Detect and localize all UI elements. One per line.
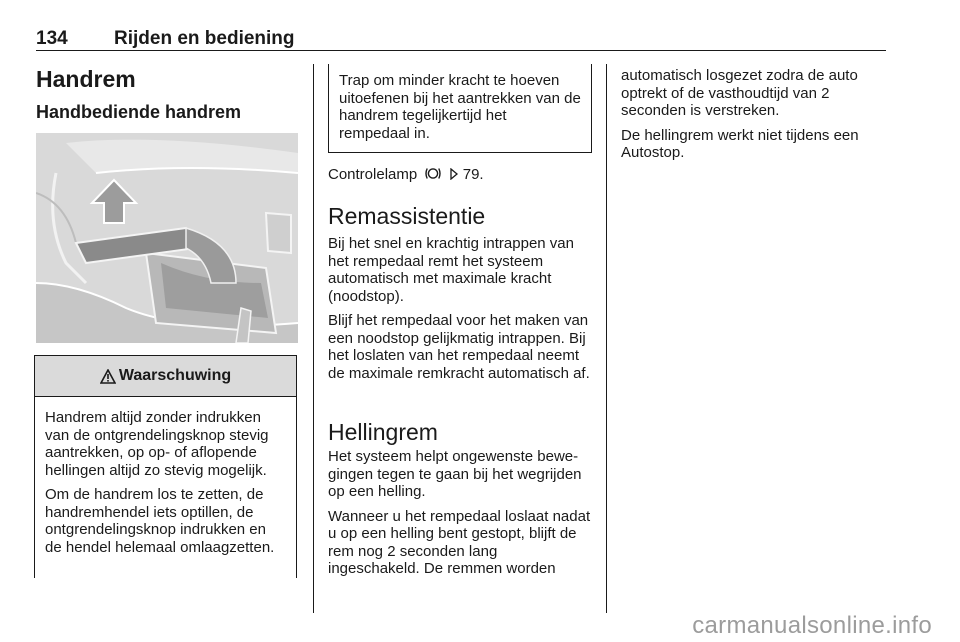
control-lamp-page: 79. [462, 166, 484, 183]
column-divider-1 [313, 64, 314, 613]
watermark: carmanualsonline.info [692, 612, 932, 639]
hellingrem-text [328, 448, 593, 585]
header-divider [36, 50, 886, 51]
section-title-remassistentie: Remassistentie [328, 203, 486, 229]
handbrake-drawing [36, 133, 298, 343]
remassistentie-text [328, 235, 593, 389]
section-title-hellingrem: Hellingrem [328, 419, 438, 445]
column3-paragraph: automatisch losgezet zodra de auto optrekt of de vasthoudtijd van 2 seconden is verstreken. [621, 67, 858, 119]
control-lamp-label: Controlelamp [328, 166, 418, 183]
brake-lamp-icon [424, 166, 442, 181]
handbrake-illustration [36, 133, 298, 343]
warning-triangle-icon [100, 369, 116, 384]
column-divider-2 [606, 64, 607, 613]
column3-text [621, 67, 883, 169]
warning-paragraph: Om de handrem los te zetten, de handremhendel iets optillen, de ontgrendelingsknop indrukken en de hendel helemaal omlaagzetten. [45, 486, 275, 556]
hellingrem-paragraph: Het systeem helpt ongewenste bewegingen tegen te gaan bij het wegrijden op een helling. [328, 448, 582, 500]
remassistentie-paragraph: Bij het snel en krachtig intrappen van het rempedaal remt het systeem automatisch met maximale kracht (noodstop). [328, 235, 574, 305]
subsection-title-handbediende: Handbediende handrem [36, 102, 242, 122]
control-lamp-reference [328, 166, 484, 184]
page-ref-arrow-icon [449, 168, 459, 180]
column3-paragraph: De hellingrem werkt niet tijdens een Autostop. [621, 126, 859, 161]
section-title-handrem: Handrem [36, 66, 136, 92]
chapter-title: Rijden en bediening [114, 28, 295, 49]
warning-text [35, 397, 296, 556]
note-box [328, 64, 592, 153]
hellingrem-paragraph: Wanneer u het rempedaal loslaat nadat u op een helling bent gestopt, blijft de rem nog 2 seconden lang ingeschakeld. De remmen worden [328, 507, 591, 577]
warning-box [34, 355, 297, 578]
page-number: 134 [36, 28, 68, 49]
note-text: Trap om minder kracht te hoeven uitoefenen bij het aantrekken van de handrem tegelijkertijd het rempedaal in. [339, 72, 581, 142]
warning-paragraph: Handrem altijd zonder indrukken van de ontgrendelingsknop stevig aantrekken, op op- of aflopende hellingen altijd zo stevig mogelijk. [45, 409, 269, 479]
warning-title: Waarschuwing [118, 367, 232, 384]
remassistentie-paragraph: Blijf het rempedaal voor het maken van een noodstop gelijkmatig intrappen. Bij het loslaten van het rempedaal neemt de maximale remkracht automatisch af. [328, 312, 590, 382]
warning-header [35, 356, 296, 397]
